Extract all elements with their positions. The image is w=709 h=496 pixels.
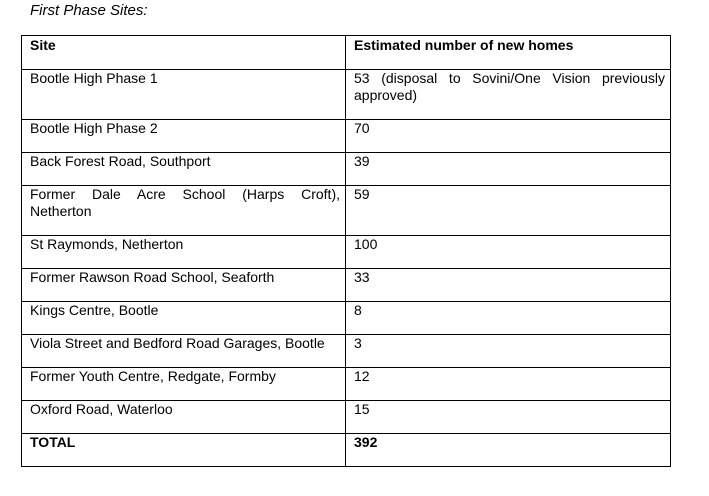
table-row xyxy=(22,120,671,153)
site-cell: Kings Centre, Bootle xyxy=(22,302,346,335)
homes-cell: 12 xyxy=(346,368,671,401)
site-cell: Viola Street and Bedford Road Garages, Bootle xyxy=(22,335,346,368)
site-cell: Oxford Road, Waterloo xyxy=(22,401,346,434)
homes-cell: 15 xyxy=(346,401,671,434)
site-cell: Bootle High Phase 1 xyxy=(22,70,346,120)
homes-cell: 39 xyxy=(346,153,671,186)
table-row xyxy=(22,401,671,434)
table-row xyxy=(22,269,671,302)
homes-cell: 53 (disposal to Sovini/One Vision previously approved) xyxy=(346,70,671,120)
table-row xyxy=(22,236,671,269)
site-cell: St Raymonds, Netherton xyxy=(22,236,346,269)
site-cell: Former Rawson Road School, Seaforth xyxy=(22,269,346,302)
table-header-row xyxy=(22,36,671,70)
column-header-homes: Estimated number of new homes xyxy=(346,36,671,70)
site-cell: Back Forest Road, Southport xyxy=(22,153,346,186)
column-header-site: Site xyxy=(22,36,346,70)
section-heading: First Phase Sites: xyxy=(30,2,148,19)
site-cell: Former Youth Centre, Redgate, Formby xyxy=(22,368,346,401)
homes-cell: 59 xyxy=(346,186,671,236)
table-row xyxy=(22,368,671,401)
table-row xyxy=(22,335,671,368)
homes-cell: 33 xyxy=(346,269,671,302)
first-phase-sites-table xyxy=(21,35,671,467)
site-cell: Former Dale Acre School (Harps Croft), Netherton xyxy=(22,186,346,236)
total-label-cell: TOTAL xyxy=(22,434,346,467)
total-value-cell: 392 xyxy=(346,434,671,467)
homes-cell: 70 xyxy=(346,120,671,153)
homes-cell: 100 xyxy=(346,236,671,269)
table-row xyxy=(22,70,671,120)
site-cell: Bootle High Phase 2 xyxy=(22,120,346,153)
table-row xyxy=(22,186,671,236)
homes-cell: 3 xyxy=(346,335,671,368)
total-row xyxy=(22,434,671,467)
table-row xyxy=(22,302,671,335)
table-row xyxy=(22,153,671,186)
homes-cell: 8 xyxy=(346,302,671,335)
